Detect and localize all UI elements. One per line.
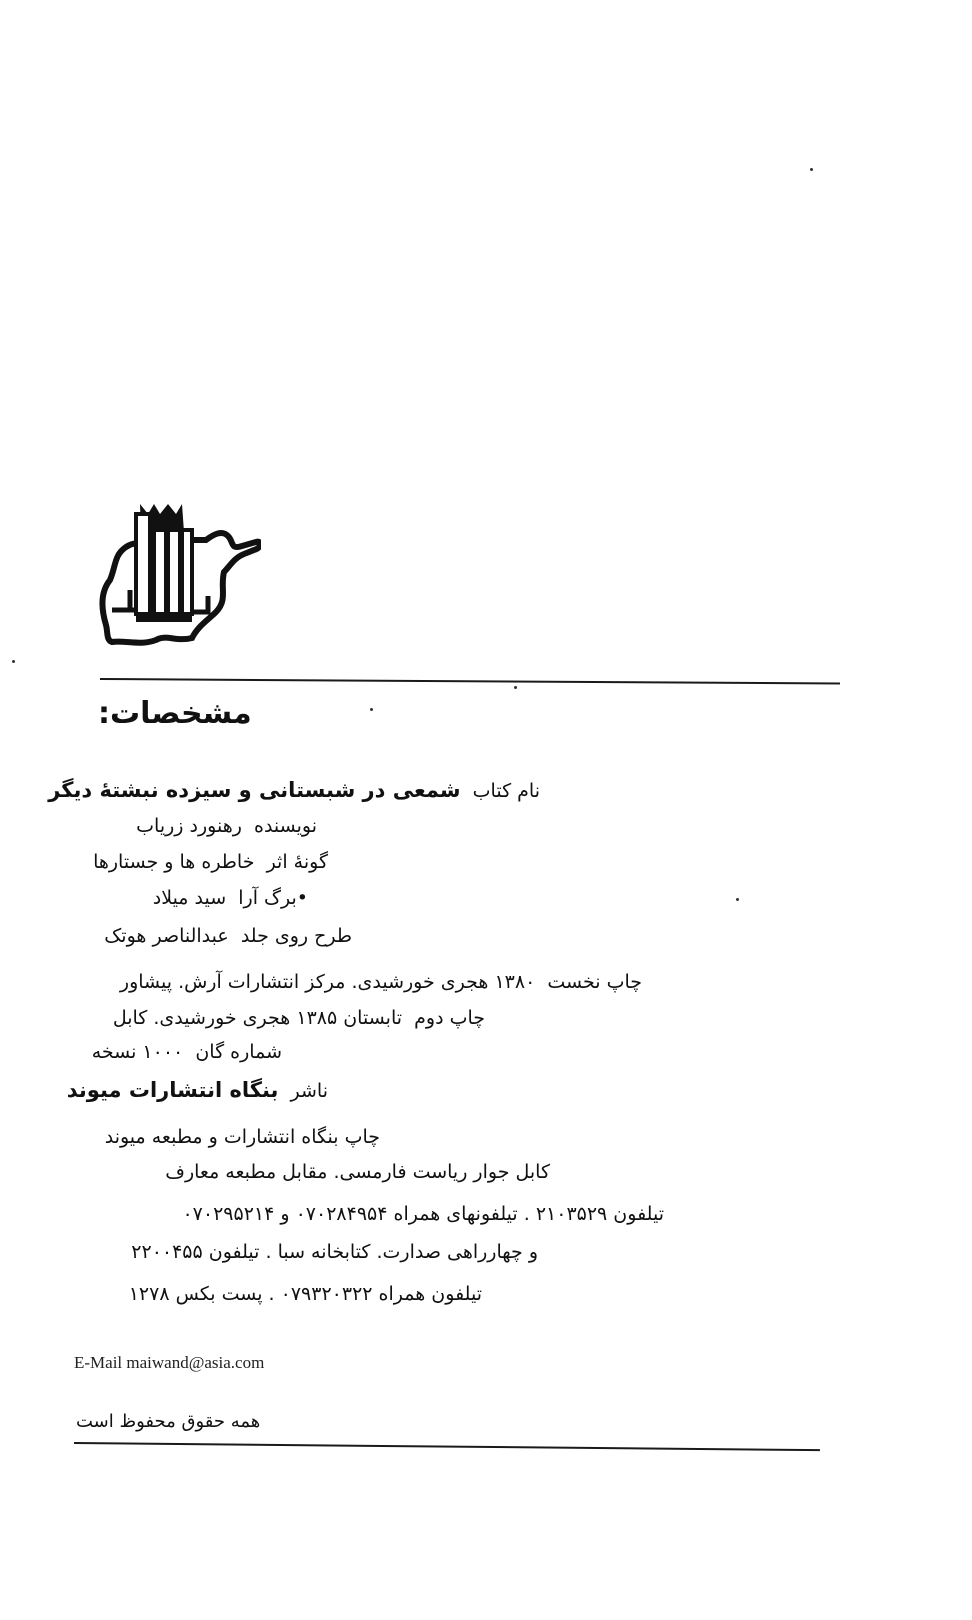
address-line-bookshop: و چهارراهی صدارت. کتابخانه سبا . تیلفون ۲۲۰۰۴۵۵ [131, 1241, 538, 1263]
spec-cover-design: طرح روی جلد عبدالناصر هوتک [104, 925, 352, 947]
address-line-phones: تیلفون ۲۱۰۳۵۲۹ . تیلفونهای همراه ۰۷۰۲۸۴۹۵۴ و ۰۷۰۲۹۵۲۱۴ [182, 1203, 664, 1225]
spec-second-edition: چاپ دوم تابستان ۱۳۸۵ هجری خورشیدی. کابل [112, 1007, 485, 1029]
scan-speck [370, 708, 373, 711]
top-divider [100, 678, 840, 685]
section-heading: مشخصات: [98, 696, 252, 731]
spec-print-run: شماره گان ۱۰۰۰ نسخه [91, 1041, 282, 1063]
address-line-location: کابل جوار ریاست فارمسی. مقابل مطبعه معارف [165, 1161, 550, 1183]
bottom-divider [74, 1442, 820, 1451]
scan-speck [514, 686, 517, 689]
spec-book-title: نام کتاب شمعی در شبستانی و سیزده نبشتهٔ دیگر [48, 778, 540, 802]
address-line-printer: چاپ بنگاه انتشارات و مطبعه میوند [104, 1126, 380, 1148]
spec-first-edition: چاپ نخست ۱۳۸۰ هجری خورشیدی. مرکز انتشارات آرش. پیشاور [119, 971, 642, 993]
scan-speck [810, 168, 813, 171]
spec-author: نویسنده رهنورد زریاب [136, 815, 317, 837]
spec-layout: •برگ آرا سید میلاد [152, 887, 308, 909]
copyright-notice: همه حقوق محفوظ است [76, 1411, 261, 1432]
publisher-logo-icon [96, 500, 261, 650]
scan-speck [12, 660, 15, 663]
address-line-mobile-pobox: تیلفون همراه ۰۷۹۳۲۰۳۲۲ . پست بکس ۱۲۷۸ [128, 1283, 482, 1305]
spec-genre: گونهٔ اثر خاطره ها و جستارها [93, 851, 328, 873]
publisher-email: E-Mail maiwand@asia.com [74, 1353, 265, 1372]
spec-publisher: ناشر بنگاه انتشارات میوند [66, 1078, 328, 1102]
scan-speck [736, 898, 739, 901]
